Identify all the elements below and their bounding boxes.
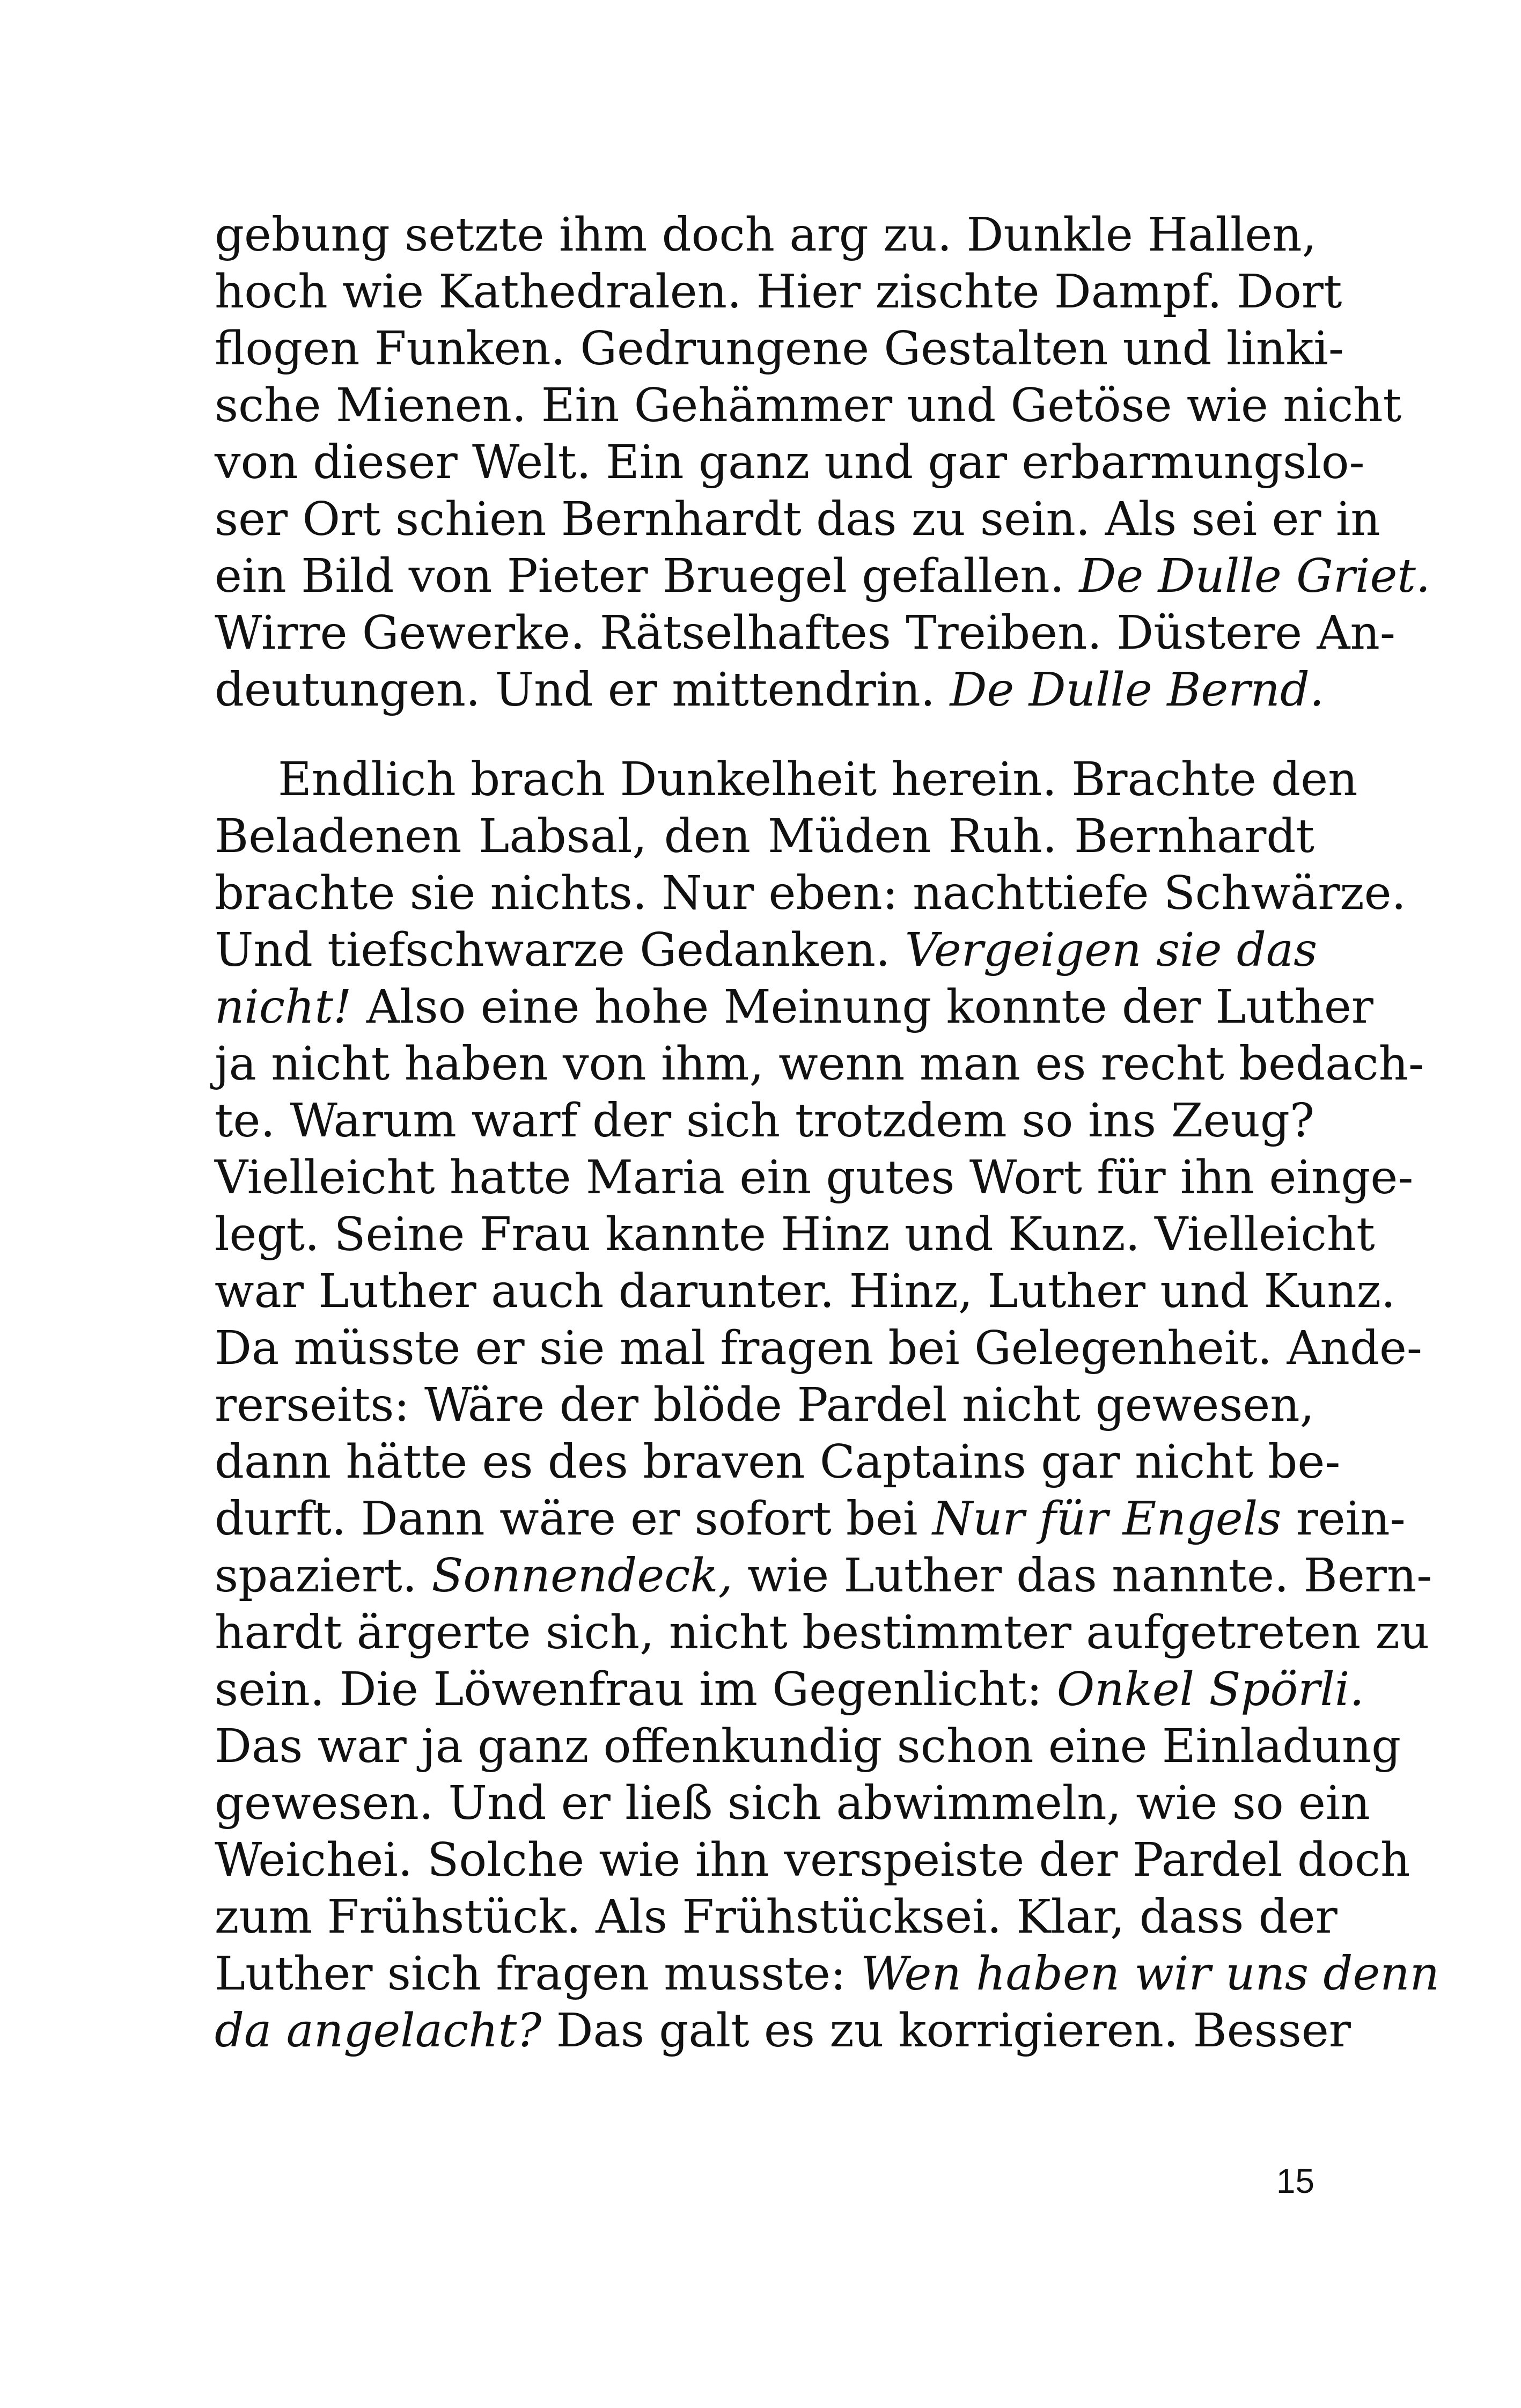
text-line	[215, 1889, 1338, 1946]
text-run: Und tiefschwarze Gedanken.	[215, 923, 905, 977]
page-number: 15	[1276, 2162, 1314, 2200]
text-run: von dieser Welt. Ein ganz und gar erbarmungslo-	[215, 436, 1365, 489]
text-line	[215, 1775, 1370, 1832]
text-line	[215, 1377, 1314, 1434]
text-run: rein-	[1281, 1492, 1406, 1546]
text-line	[215, 808, 1314, 865]
text-line	[215, 1946, 1440, 2002]
text-run: zum Frühstück. Als Frühstücksei. Klar, dass der	[215, 1890, 1338, 1944]
text-line	[215, 1263, 1396, 1320]
italic-text: nicht!	[215, 980, 352, 1034]
text-run: durft. Dann wäre er sofort bei	[215, 1492, 932, 1546]
text-line	[215, 548, 1431, 605]
text-line	[215, 1206, 1375, 1263]
text-run: ja nicht haben von ihm, wenn man es recht bedach-	[215, 1037, 1424, 1091]
text-line	[215, 751, 1358, 808]
text-run: legt. Seine Frau kannte Hinz und Kunz. Vielleicht	[215, 1208, 1375, 1261]
text-line	[215, 1491, 1406, 1547]
text-line	[215, 207, 1317, 263]
text-run: Luther sich fragen musste:	[215, 1947, 861, 2001]
italic-text: Onkel Spörli.	[1056, 1663, 1364, 1716]
text-run: ein Bild von Pieter Bruegel gefallen.	[215, 549, 1079, 603]
italic-text: da angelacht?	[215, 2004, 542, 2058]
text-run: Wirre Gewerke. Rätselhaftes Treiben. Düstere An-	[215, 606, 1395, 660]
text-run: ser Ort schien Bernhardt das zu sein. Als sei er in	[215, 493, 1380, 546]
text-run: hardt ärgerte sich, nicht bestimmter aufgetreten zu	[215, 1606, 1430, 1660]
text-run: rerseits: Wäre der blöde Pardel nicht gewesen,	[215, 1378, 1314, 1432]
text-run: sein. Die Löwenfrau im Gegenlicht:	[215, 1663, 1057, 1716]
text-line	[215, 1036, 1424, 1092]
text-line	[215, 1718, 1401, 1775]
text-run: gewesen. Und er ließ sich abwimmeln, wie so ein	[215, 1776, 1370, 1830]
text-line	[215, 1149, 1414, 1206]
text-line	[215, 491, 1380, 548]
text-line	[215, 1661, 1364, 1718]
text-run: Weichei. Solche wie ihn verspeiste der Pardel doch	[215, 1833, 1410, 1887]
italic-text: Nur für Engels	[932, 1492, 1282, 1546]
text-line	[215, 377, 1402, 434]
text-run: war Luther auch darunter. Hinz, Luther und Kunz.	[215, 1265, 1396, 1318]
text-run: dann hätte es des braven Captains gar nicht be-	[215, 1435, 1341, 1489]
text-run: gebung setzte ihm doch arg zu. Dunkle Hallen,	[215, 208, 1317, 262]
text-line	[215, 1320, 1422, 1377]
text-line	[215, 605, 1395, 662]
text-line	[215, 434, 1365, 491]
text-run: Das galt es zu korrigieren. Besser	[541, 2004, 1351, 2058]
text-line	[215, 1547, 1432, 1604]
text-run: te. Warum warf der sich trotzdem so ins Zeug?	[215, 1094, 1314, 1148]
italic-text: Vergeigen sie das	[905, 923, 1318, 977]
italic-text: De Dulle Bernd.	[950, 663, 1325, 717]
italic-text: Wen haben wir uns denn	[861, 1947, 1440, 2001]
text-run: Also eine hohe Meinung konnte der Luther	[351, 980, 1373, 1034]
text-line	[215, 263, 1342, 320]
text-line	[215, 1832, 1410, 1889]
text-run: Vielleicht hatte Maria ein gutes Wort für ihn einge-	[215, 1151, 1414, 1205]
text-line	[215, 865, 1406, 922]
text-line	[215, 979, 1373, 1036]
text-line	[215, 320, 1344, 377]
text-line	[215, 922, 1318, 979]
italic-text: De Dulle Griet.	[1079, 549, 1431, 603]
text-run: brachte sie nichts. Nur eben: nachttiefe Schwärze.	[215, 867, 1406, 920]
text-line	[215, 1434, 1341, 1491]
text-run: Endlich brach Dunkelheit herein. Brachte den	[278, 753, 1358, 806]
italic-text: Sonnendeck,	[431, 1549, 733, 1603]
text-line	[215, 1092, 1314, 1149]
text-run: deutungen. Und er mittendrin.	[215, 663, 950, 717]
text-run: spaziert.	[215, 1549, 432, 1603]
text-line	[215, 1604, 1430, 1661]
text-run: Das war ja ganz offenkundig schon eine Einladung	[215, 1720, 1401, 1773]
text-line	[215, 2002, 1351, 2059]
text-line	[215, 662, 1325, 718]
text-run: Da müsste er sie mal fragen bei Gelegenheit. Ande-	[215, 1322, 1422, 1375]
text-run: Beladenen Labsal, den Müden Ruh. Bernhardt	[215, 810, 1314, 863]
text-run: sche Mienen. Ein Gehämmer und Getöse wie nicht	[215, 379, 1402, 432]
text-run: flogen Funken. Gedrungene Gestalten und linki-	[215, 322, 1344, 376]
text-run: wie Luther das nannte. Bern-	[732, 1549, 1432, 1603]
text-run: hoch wie Kathedralen. Hier zischte Dampf. Dort	[215, 265, 1342, 319]
